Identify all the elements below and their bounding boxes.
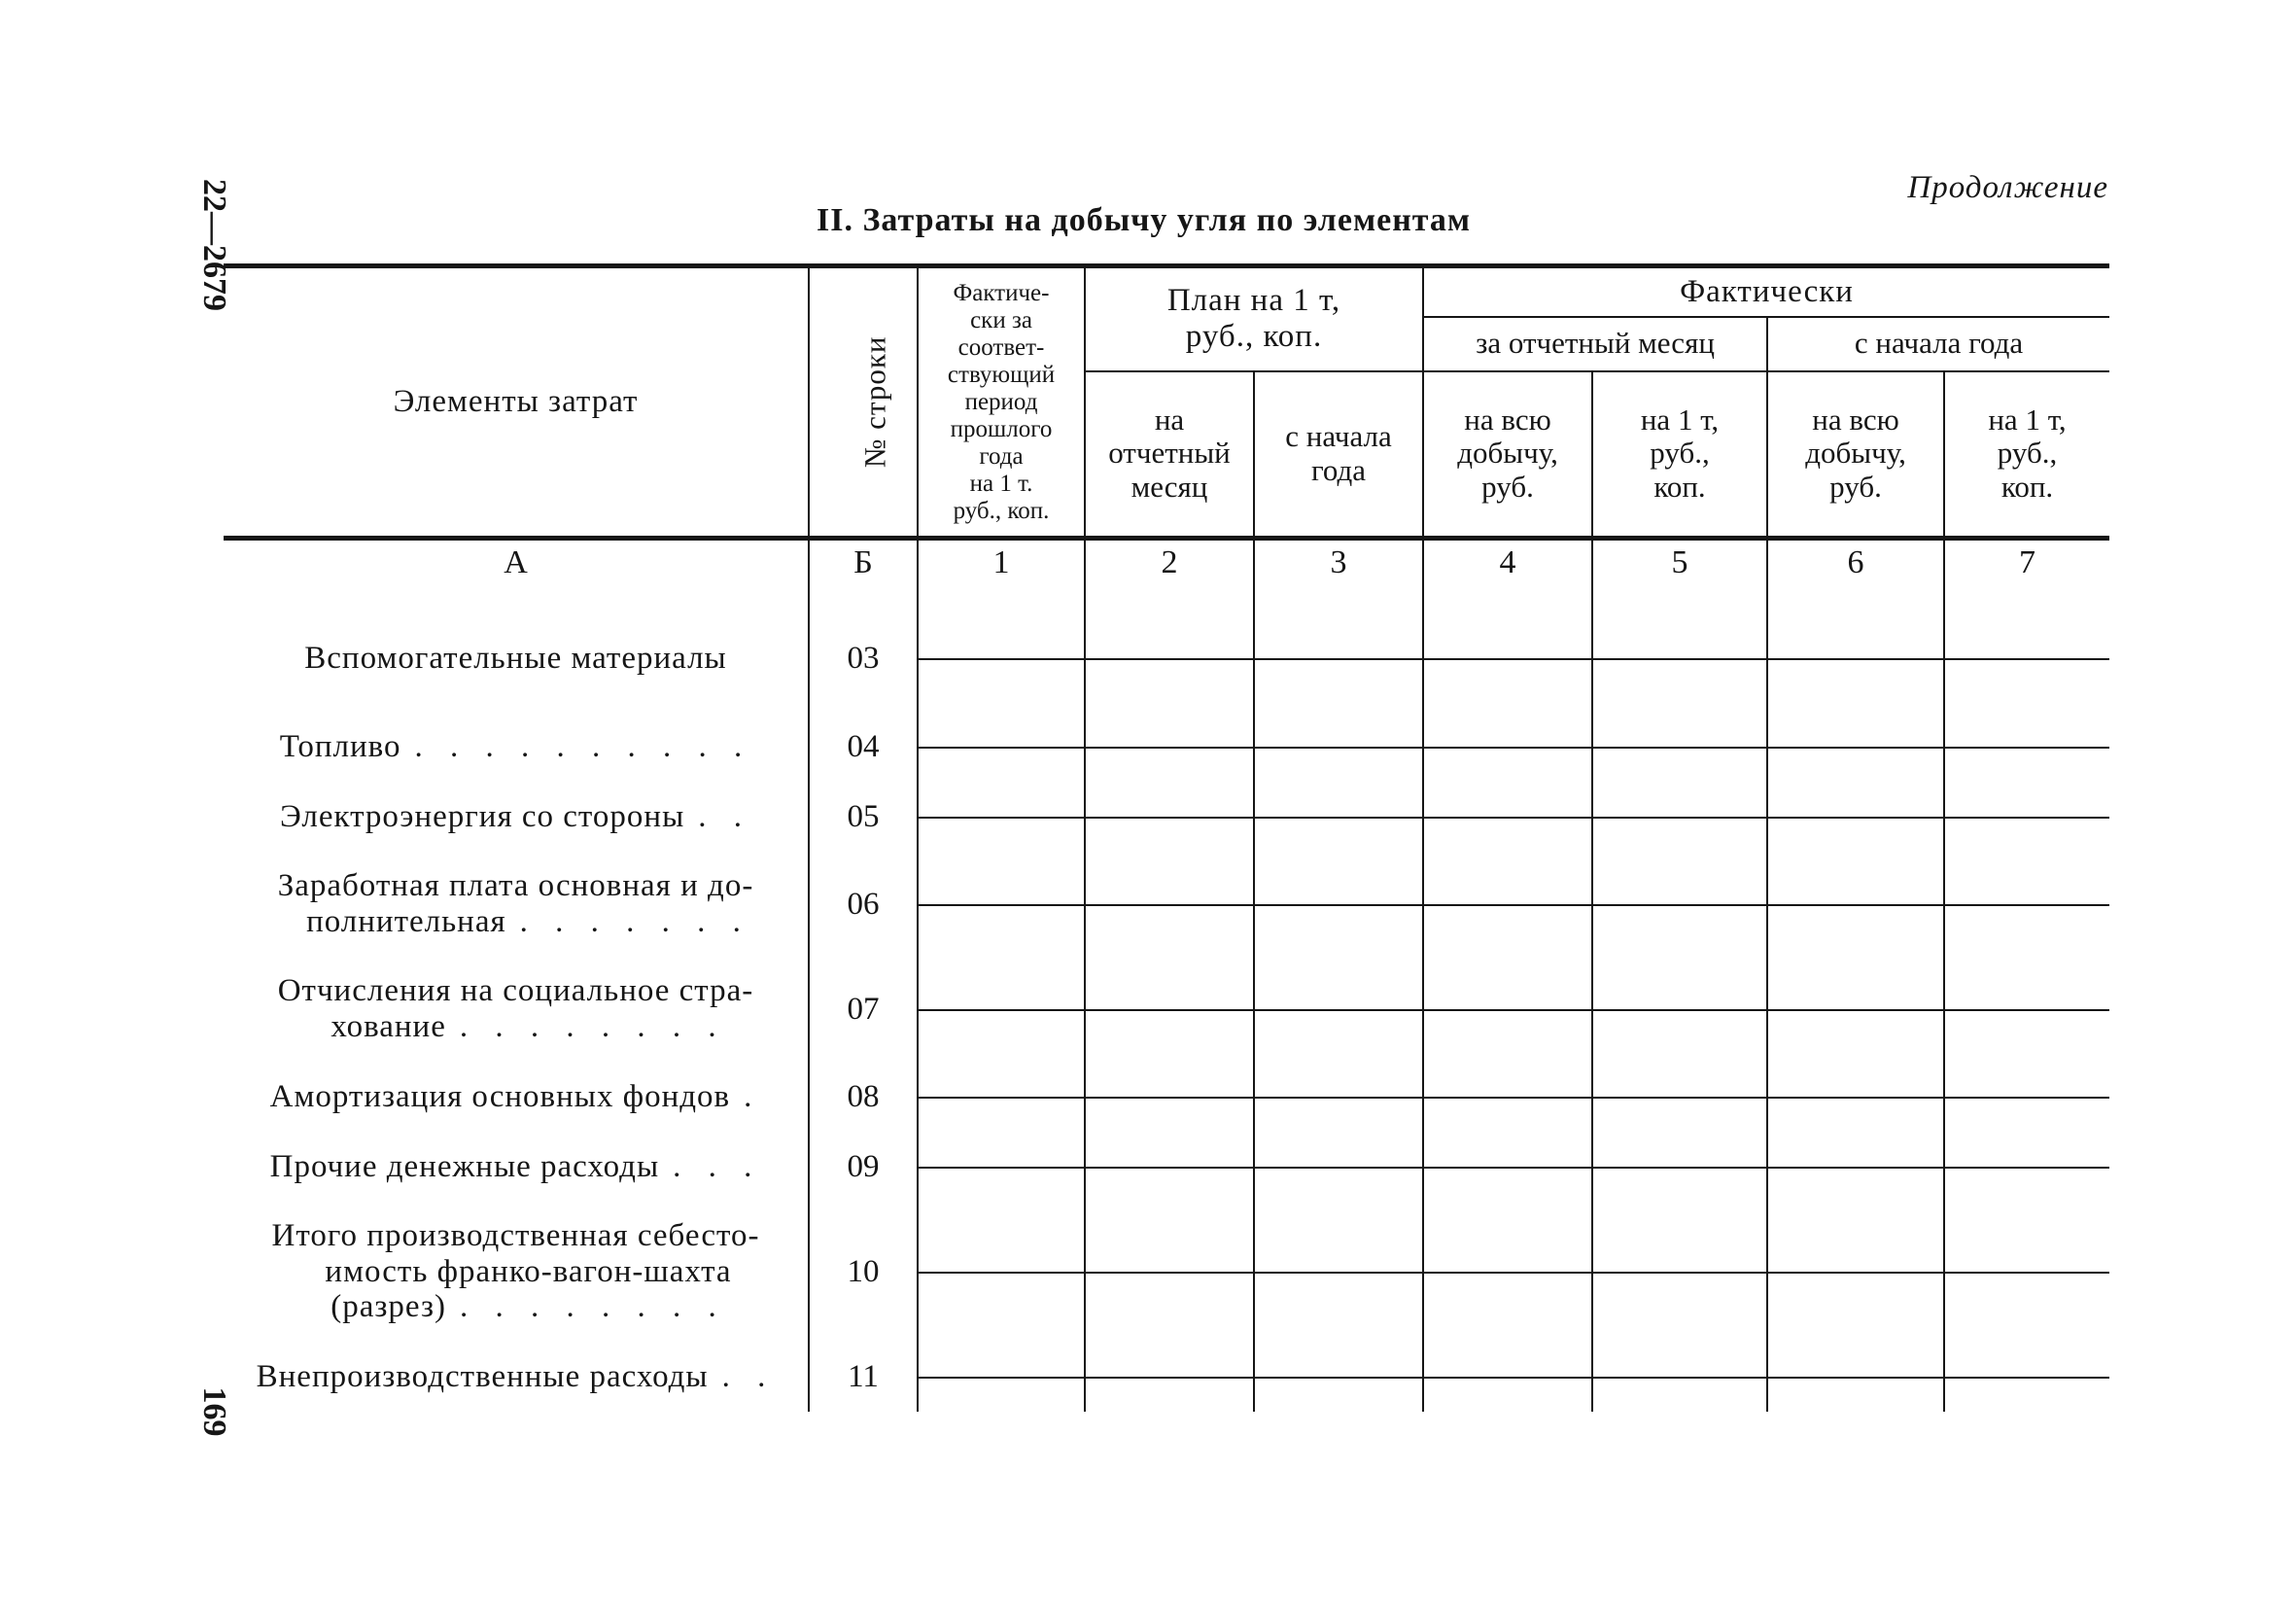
entry-underline <box>1945 1165 2109 1169</box>
entry-underline <box>1255 656 1422 660</box>
entry-underline <box>1945 1375 2109 1379</box>
header-plan-month <box>1085 371 1254 539</box>
entry-field[interactable] <box>1592 712 1767 782</box>
entry-underline <box>1424 815 1591 819</box>
header-text: на всю <box>1812 402 1899 437</box>
entry-field[interactable] <box>1423 1132 1592 1202</box>
header-fact-year-group: с начала года <box>1767 317 2109 371</box>
header-elements: Элементы затрат <box>224 266 809 539</box>
entry-field[interactable] <box>918 1132 1085 1202</box>
row-label-text: Внепроизводственные расходы <box>256 1358 709 1394</box>
row-label-line <box>224 799 808 835</box>
header-text: на всю <box>1464 402 1551 437</box>
row-label-line <box>224 1009 808 1045</box>
entry-underline <box>919 1095 1084 1099</box>
leader-dots: . . . <box>673 1148 762 1184</box>
header-fact-month-group: за отчетный месяц <box>1423 317 1767 371</box>
entry-field[interactable] <box>1085 605 1254 712</box>
row-label <box>224 782 809 852</box>
entry-field[interactable] <box>918 1062 1085 1132</box>
header-text: ствующий <box>947 361 1056 388</box>
continuation-label: Продолжение <box>1907 170 2108 205</box>
entry-field[interactable] <box>1767 1202 1944 1342</box>
header-fact-group: Фактически <box>1423 266 2109 317</box>
row-label-line <box>224 1289 808 1325</box>
entry-field[interactable] <box>1085 1132 1254 1202</box>
leader-dots: . . <box>698 798 751 834</box>
table-row <box>224 605 2109 712</box>
leader-dots: . . . . . . . . <box>459 1009 726 1044</box>
entry-underline <box>1255 745 1422 749</box>
leader-dots: . . . . . . . <box>519 904 750 939</box>
entry-field[interactable] <box>1085 1202 1254 1342</box>
row-label <box>224 957 809 1062</box>
entry-underline <box>1593 1270 1766 1274</box>
entry-underline <box>1255 1007 1422 1011</box>
row-label-text: Прочие денежные расходы <box>269 1148 660 1184</box>
table-row <box>224 782 2109 852</box>
header-text: на 1 т, <box>1988 402 2067 437</box>
entry-underline <box>1255 1375 1422 1379</box>
entry-underline <box>1768 1095 1943 1099</box>
row-label <box>224 605 809 712</box>
row-number: 04 <box>809 712 918 782</box>
row-label-line: Заработная плата основная и до- <box>277 868 754 904</box>
header-plan-group <box>1085 266 1423 371</box>
header-text: отчетный <box>1108 436 1231 471</box>
row-label-text: хование <box>330 1009 446 1044</box>
entry-field[interactable] <box>1767 957 1944 1062</box>
header-text: года <box>1310 452 1367 487</box>
entry-underline <box>1593 1095 1766 1099</box>
entry-underline <box>1424 1375 1591 1379</box>
entry-underline <box>1768 1375 1943 1379</box>
entry-underline <box>919 1165 1084 1169</box>
entry-field[interactable] <box>1254 852 1423 957</box>
cost-elements-table <box>224 263 2109 1412</box>
entry-field[interactable] <box>1592 852 1767 957</box>
entry-underline <box>919 1270 1084 1274</box>
entry-field[interactable] <box>1767 852 1944 957</box>
entry-underline <box>1593 656 1766 660</box>
entry-field[interactable] <box>918 712 1085 782</box>
column-id: 2 <box>1085 539 1254 606</box>
entry-field[interactable] <box>1592 605 1767 712</box>
entry-underline <box>1768 1270 1943 1274</box>
header-text: руб. <box>1829 470 1882 505</box>
entry-field[interactable] <box>1085 1342 1254 1412</box>
entry-underline <box>1593 1165 1766 1169</box>
entry-underline <box>1086 656 1253 660</box>
column-id: 1 <box>918 539 1085 606</box>
entry-field[interactable] <box>1423 1342 1592 1412</box>
entry-underline <box>1593 815 1766 819</box>
entry-field[interactable] <box>1254 1132 1423 1202</box>
entry-field[interactable] <box>1423 605 1592 712</box>
entry-underline <box>1086 1165 1253 1169</box>
row-label-text: Амортизация основных фондов <box>269 1078 731 1114</box>
entry-underline <box>1768 902 1943 906</box>
entry-underline <box>1945 1007 2109 1011</box>
entry-underline <box>1255 815 1422 819</box>
entry-underline <box>1086 1270 1253 1274</box>
entry-field[interactable] <box>1254 782 1423 852</box>
entry-underline <box>1086 745 1253 749</box>
header-text: на <box>1154 402 1185 437</box>
entry-underline <box>919 745 1084 749</box>
entry-underline <box>1255 1165 1422 1169</box>
entry-field[interactable] <box>918 957 1085 1062</box>
entry-underline <box>1086 1375 1253 1379</box>
entry-field[interactable] <box>1423 1202 1592 1342</box>
row-number: 11 <box>809 1342 918 1412</box>
entry-field[interactable] <box>1423 712 1592 782</box>
entry-field[interactable] <box>918 782 1085 852</box>
header-text: добычу, <box>1805 436 1906 471</box>
header-text: года <box>979 442 1024 470</box>
header-text: соответ- <box>957 333 1045 361</box>
table-row <box>224 957 2109 1062</box>
entry-field[interactable] <box>1767 1062 1944 1132</box>
header-fact-year-per-t <box>1944 371 2109 539</box>
entry-field[interactable] <box>1767 782 1944 852</box>
entry-underline <box>1424 656 1591 660</box>
row-label-line <box>224 729 808 765</box>
row-number: 09 <box>809 1132 918 1202</box>
entry-field[interactable] <box>1944 605 2109 712</box>
entry-underline <box>1768 815 1943 819</box>
entry-underline <box>1945 815 2109 819</box>
entry-underline <box>919 1375 1084 1379</box>
row-number: 08 <box>809 1062 918 1132</box>
table-row <box>224 1342 2109 1412</box>
entry-field[interactable] <box>1254 1202 1423 1342</box>
row-number: 07 <box>809 957 918 1062</box>
row-label-text: Топливо <box>279 728 401 764</box>
entry-underline <box>1424 1165 1591 1169</box>
row-label-line: имость франко-вагон-шахта <box>325 1253 732 1289</box>
entry-field[interactable] <box>1254 1342 1423 1412</box>
entry-underline <box>1593 902 1766 906</box>
header-text: коп. <box>2000 470 2054 505</box>
entry-underline <box>1593 1375 1766 1379</box>
entry-underline <box>1086 815 1253 819</box>
table-row <box>224 852 2109 957</box>
entry-underline <box>1945 1095 2109 1099</box>
entry-field[interactable] <box>1592 1062 1767 1132</box>
header-text: коп. <box>1653 470 1706 505</box>
entry-underline <box>1593 1007 1766 1011</box>
entry-underline <box>1424 902 1591 906</box>
column-id-row <box>224 539 2109 606</box>
row-label-line <box>224 1079 808 1115</box>
entry-field[interactable] <box>1592 1132 1767 1202</box>
row-label-text: Электроэнергия со стороны <box>280 798 685 834</box>
entry-field[interactable] <box>1423 782 1592 852</box>
header-fact-month-per-t <box>1592 371 1767 539</box>
entry-underline <box>919 815 1084 819</box>
entry-field[interactable] <box>1944 1062 2109 1132</box>
entry-underline <box>1255 902 1422 906</box>
entry-underline <box>1945 745 2109 749</box>
entry-field[interactable] <box>1944 712 2109 782</box>
row-label-line <box>224 1149 808 1185</box>
header-fact-year-total <box>1767 371 1944 539</box>
entry-field[interactable] <box>1767 605 1944 712</box>
entry-field[interactable] <box>1254 957 1423 1062</box>
header-text: добычу, <box>1457 436 1558 471</box>
header-text: Фактиче- <box>953 279 1050 306</box>
entry-underline <box>1086 902 1253 906</box>
entry-underline <box>1086 1095 1253 1099</box>
entry-field[interactable] <box>918 1342 1085 1412</box>
row-label-line: Итого производственная себесто- <box>271 1217 760 1253</box>
table-row <box>224 1202 2109 1342</box>
entry-field[interactable] <box>1944 1342 2109 1412</box>
row-label <box>224 1062 809 1132</box>
row-label-text: (разрез) <box>330 1289 446 1325</box>
header-text: руб., коп. <box>1185 319 1323 355</box>
entry-field[interactable] <box>1592 957 1767 1062</box>
column-id: 5 <box>1592 539 1767 606</box>
entry-field[interactable] <box>1767 1132 1944 1202</box>
entry-underline <box>1424 1270 1591 1274</box>
column-id: 4 <box>1423 539 1592 606</box>
entry-field[interactable] <box>1767 712 1944 782</box>
entry-field[interactable] <box>1254 1062 1423 1132</box>
entry-underline <box>1255 1095 1422 1099</box>
table-row <box>224 1132 2109 1202</box>
entry-field[interactable] <box>1592 1202 1767 1342</box>
header-row-number-text: № строки <box>857 335 892 469</box>
entry-field[interactable] <box>918 1202 1085 1342</box>
leader-dots: . . . . . . . . <box>460 1289 726 1325</box>
header-row-number <box>809 266 918 539</box>
entry-field[interactable] <box>1592 782 1767 852</box>
row-number: 03 <box>809 605 918 712</box>
entry-underline <box>1768 1165 1943 1169</box>
header-text: руб., коп. <box>953 497 1050 524</box>
entry-field[interactable] <box>1423 957 1592 1062</box>
entry-field[interactable] <box>1085 957 1254 1062</box>
entry-underline <box>919 1007 1084 1011</box>
header-text: месяц <box>1131 470 1208 505</box>
entry-field[interactable] <box>1944 1132 2109 1202</box>
row-number: 05 <box>809 782 918 852</box>
entry-field[interactable] <box>1944 1202 2109 1342</box>
entry-underline <box>1593 745 1766 749</box>
entry-underline <box>1768 656 1943 660</box>
header-text: период <box>964 388 1038 415</box>
entry-field[interactable] <box>1254 605 1423 712</box>
entry-field[interactable] <box>918 605 1085 712</box>
entry-underline <box>1945 1270 2109 1274</box>
entry-underline <box>1424 745 1591 749</box>
section-title: II. Затраты на добычу угля по элементам <box>817 202 1472 238</box>
entry-field[interactable] <box>1254 712 1423 782</box>
row-label-line <box>224 904 808 940</box>
entry-field[interactable] <box>1767 1342 1944 1412</box>
entry-field[interactable] <box>1085 1062 1254 1132</box>
entry-underline <box>1086 1007 1253 1011</box>
row-number: 06 <box>809 852 918 957</box>
entry-field[interactable] <box>918 852 1085 957</box>
table-row <box>224 712 2109 782</box>
row-label-text: полнительная <box>306 904 506 939</box>
row-label-line <box>224 1359 808 1395</box>
header-plan-year <box>1254 371 1423 539</box>
document-code: 22—2679 <box>196 179 232 311</box>
column-id: 7 <box>1944 539 2109 606</box>
entry-underline <box>1768 745 1943 749</box>
entry-underline <box>1424 1095 1591 1099</box>
entry-field[interactable] <box>1085 782 1254 852</box>
column-id: 3 <box>1254 539 1423 606</box>
table-row <box>224 1062 2109 1132</box>
entry-underline <box>1768 1007 1943 1011</box>
row-number: 10 <box>809 1202 918 1342</box>
entry-underline <box>919 656 1084 660</box>
row-label <box>224 712 809 782</box>
entry-field[interactable] <box>1085 712 1254 782</box>
header-text: с начала <box>1285 419 1392 454</box>
leader-dots: . . <box>721 1358 776 1394</box>
header-text: руб. <box>1481 470 1534 505</box>
entry-field[interactable] <box>1592 1342 1767 1412</box>
header-prev-year <box>918 266 1085 539</box>
header-text: ски за <box>970 306 1032 333</box>
leader-dots: . <box>744 1078 762 1114</box>
column-id: Б <box>809 539 918 606</box>
row-label <box>224 1202 809 1342</box>
entry-field[interactable] <box>1423 852 1592 957</box>
entry-field[interactable] <box>1944 957 2109 1062</box>
entry-underline <box>1424 1007 1591 1011</box>
entry-field[interactable] <box>1423 1062 1592 1132</box>
row-label <box>224 852 809 957</box>
entry-underline <box>1945 902 2109 906</box>
row-label <box>224 1132 809 1202</box>
entry-underline <box>919 902 1084 906</box>
row-label-line: Отчисления на социальное стра- <box>277 973 754 1009</box>
row-label-line: Вспомогательные материалы <box>304 640 727 676</box>
entry-field[interactable] <box>1944 782 2109 852</box>
entry-underline <box>1945 656 2109 660</box>
header-text: прошлого <box>950 415 1053 442</box>
header-text: руб., <box>1997 436 2058 471</box>
entry-underline <box>1255 1270 1422 1274</box>
page-number: 169 <box>196 1386 232 1437</box>
header-text: на 1 т, <box>1640 402 1720 437</box>
entry-field[interactable] <box>1085 852 1254 957</box>
header-fact-month-total <box>1423 371 1592 539</box>
row-label <box>224 1342 809 1412</box>
header-text: на 1 т. <box>969 470 1033 497</box>
column-id: А <box>504 544 528 580</box>
column-id: 6 <box>1767 539 1944 606</box>
leader-dots: . . . . . . . . . . <box>414 728 752 764</box>
entry-field[interactable] <box>1944 852 2109 957</box>
header-text: руб., <box>1650 436 1710 471</box>
header-text: План на 1 т, <box>1166 283 1341 319</box>
